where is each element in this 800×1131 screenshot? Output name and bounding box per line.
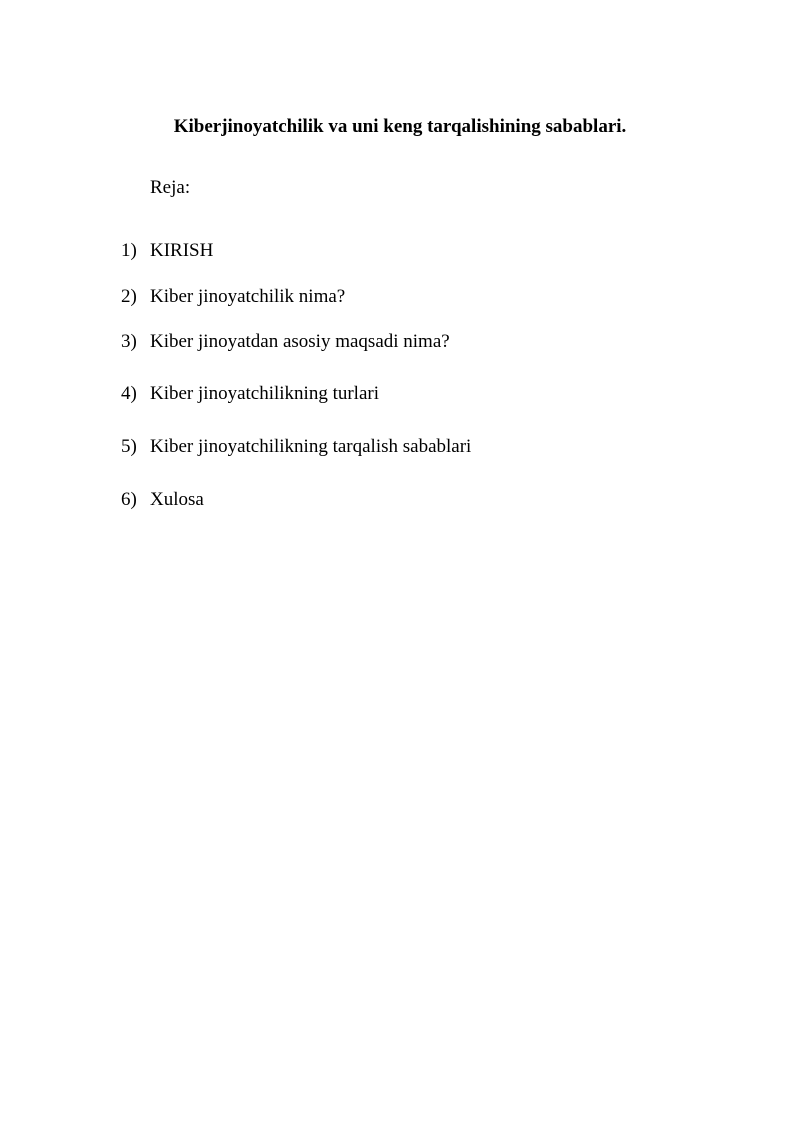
plan-list-item	[0, 488, 700, 512]
list-item-text: Kiber jinoyatchilik nima?	[150, 286, 346, 307]
list-item-number: 5)	[121, 436, 137, 457]
plan-label: Reja:	[150, 177, 191, 198]
list-item-number: 1)	[121, 240, 137, 261]
list-item-text: Kiber jinoyatchilikning tarqalish sabablari	[150, 436, 472, 457]
list-item-number: 3)	[121, 331, 137, 352]
document-title: Kiberjinoyatchilik va uni keng tarqalishining sabablari.	[173, 116, 627, 137]
plan-list-item	[0, 330, 700, 354]
list-item-number: 6)	[121, 489, 137, 510]
list-item-text: Kiber jinoyatdan asosiy maqsadi nima?	[150, 331, 450, 352]
plan-list-item	[0, 435, 700, 459]
plan-list-item	[0, 285, 700, 309]
list-item-text: Xulosa	[150, 489, 204, 510]
list-item-text: KIRISH	[150, 240, 214, 261]
list-item-text: Kiber jinoyatchilikning turlari	[150, 383, 380, 404]
plan-list-item	[0, 382, 700, 406]
list-item-number: 2)	[121, 286, 137, 307]
list-item-number: 4)	[121, 383, 137, 404]
plan-list-item	[0, 239, 700, 263]
